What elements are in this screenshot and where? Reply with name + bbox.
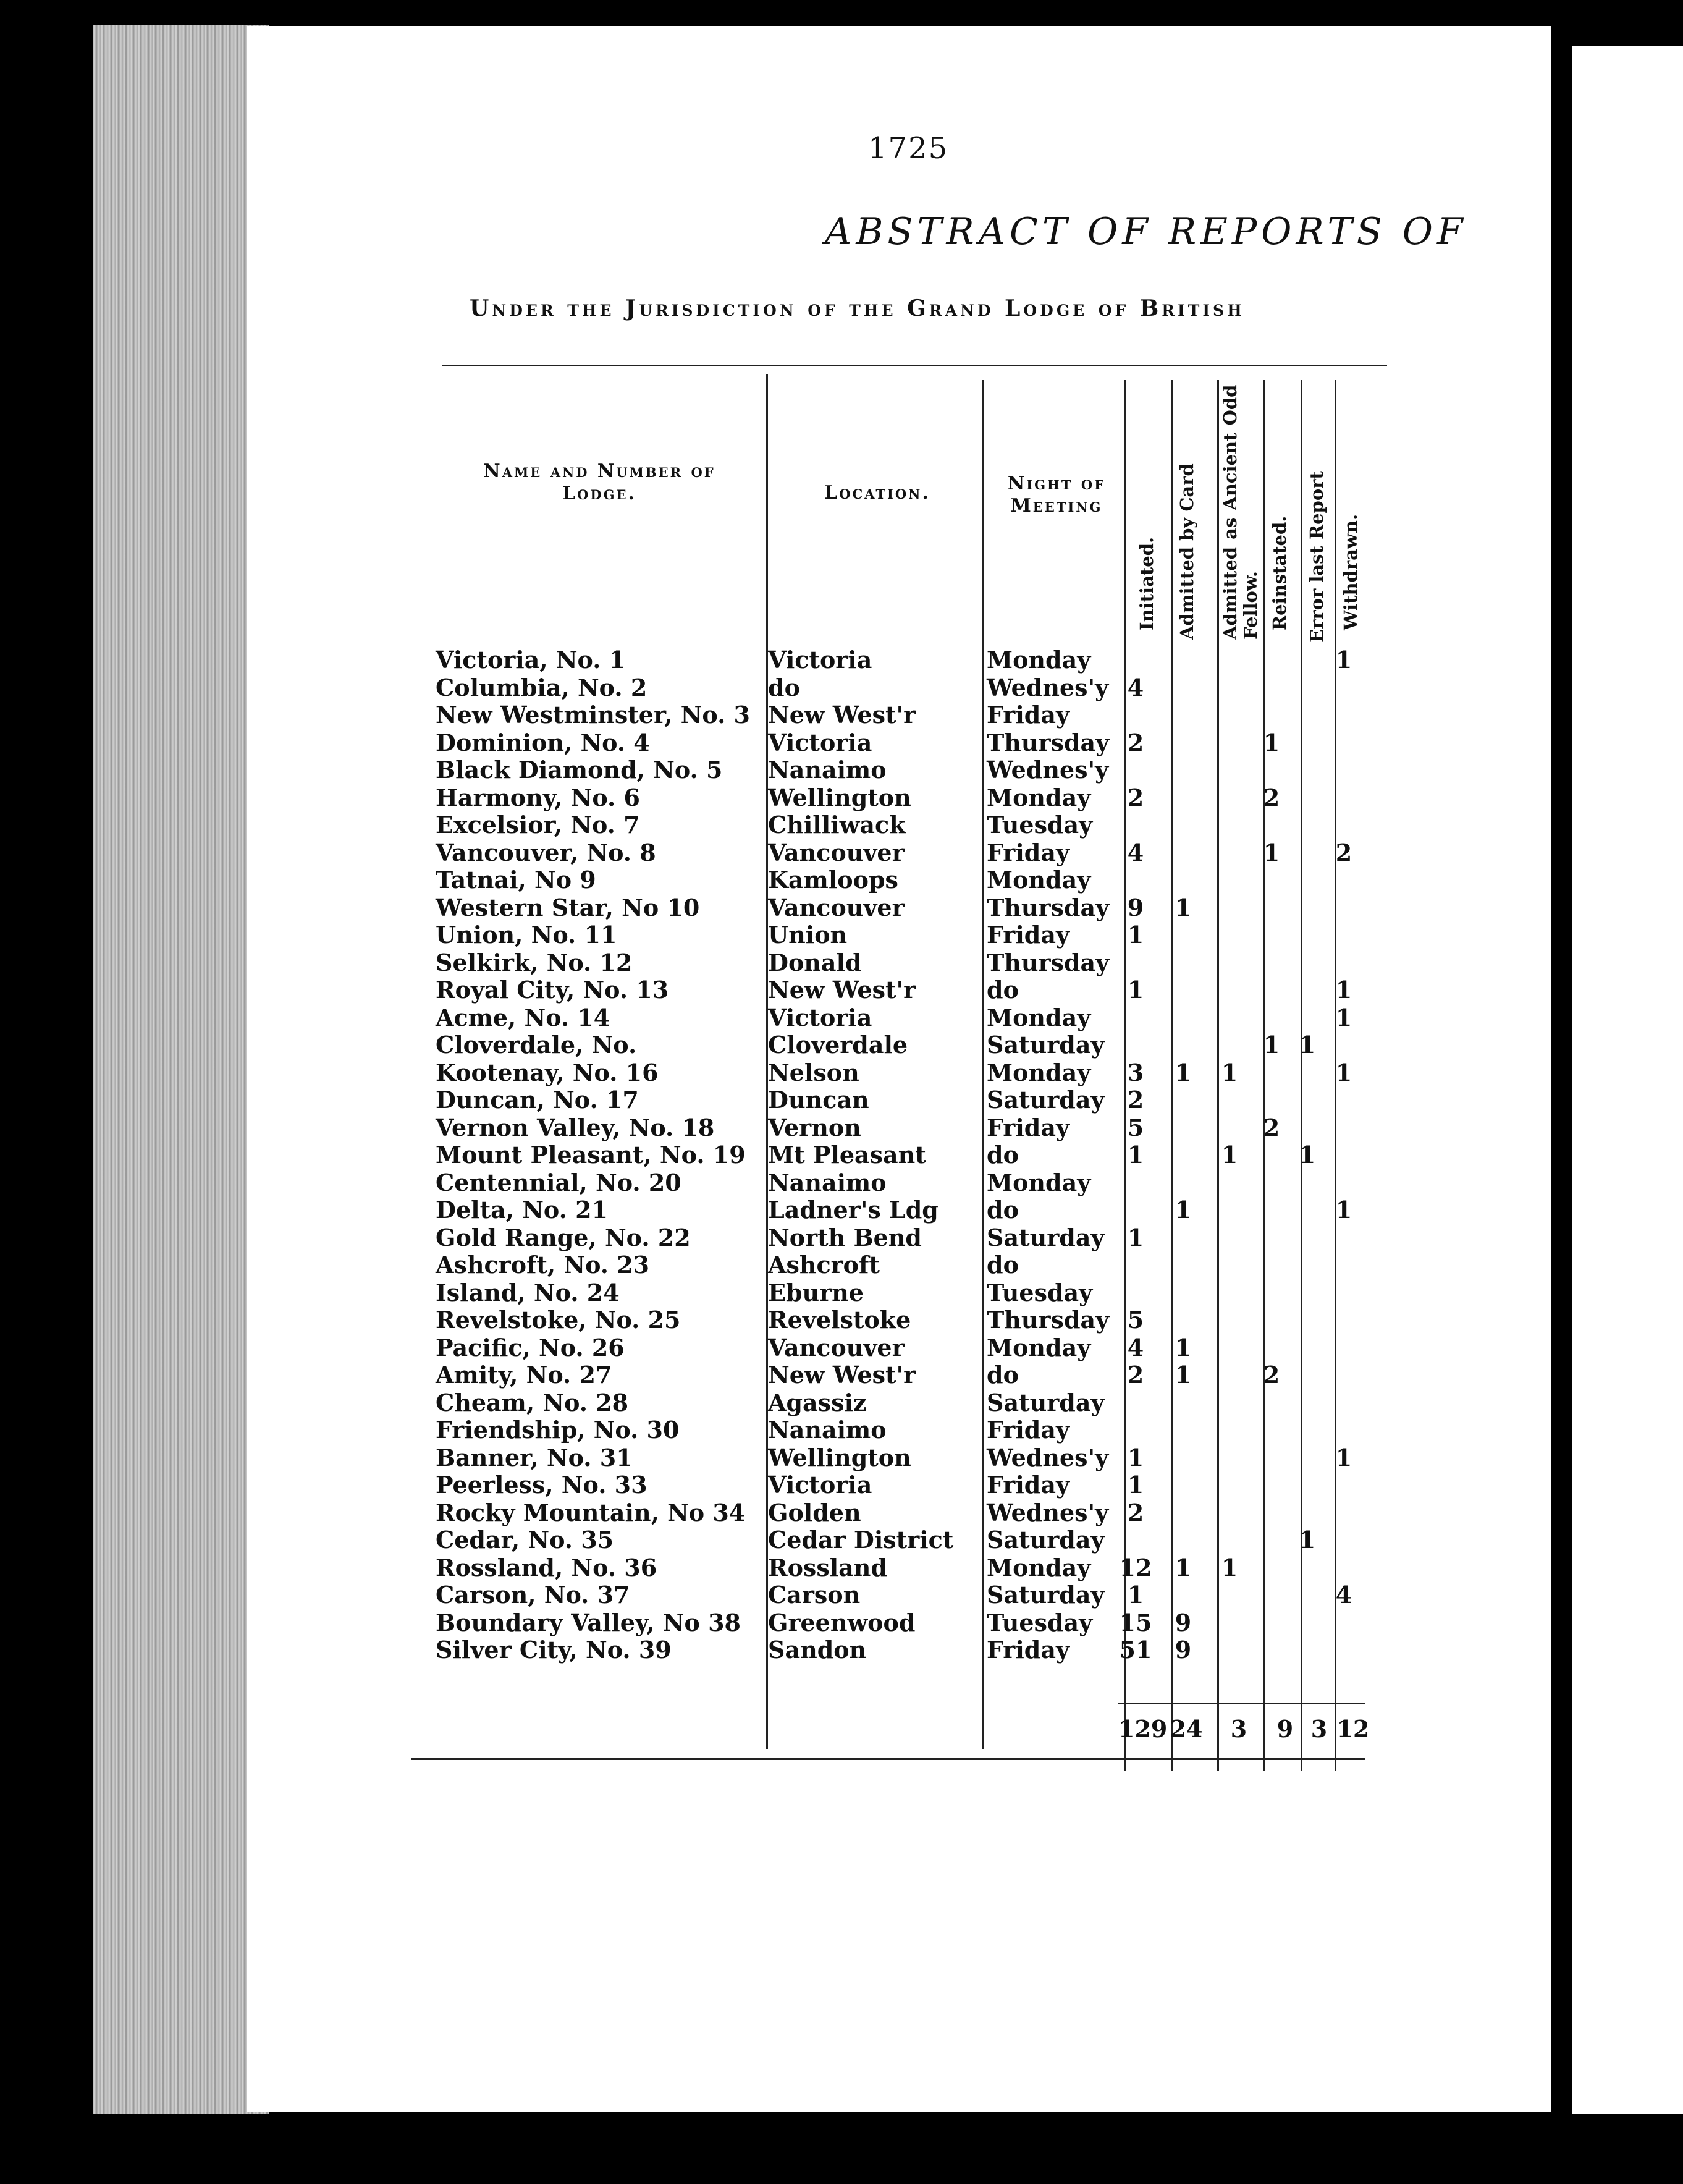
withdrawn-cell: 1	[1335, 976, 1352, 1004]
location-cell: New West'r	[768, 1361, 916, 1389]
header-night-of-meeting: Night of Meeting	[1007, 473, 1106, 517]
location-cell: Victoria	[768, 1471, 872, 1499]
table-row	[0, 1499, 1359, 1526]
lodge-name-cell: Harmony, No. 6	[436, 783, 640, 811]
location-cell: Nanaimo	[768, 756, 887, 784]
error-cell: 1	[1299, 1526, 1316, 1554]
lodge-name-cell: Delta, No. 21	[436, 1196, 608, 1224]
header-withdrawn: Withdrawn.	[1340, 514, 1361, 630]
location-cell: Vancouver	[768, 1333, 905, 1361]
lodge-name-cell: Western Star, No 10	[436, 893, 700, 921]
lodge-name-cell: Dominion, No. 4	[436, 728, 650, 756]
admitted-ancient-cell: 1	[1221, 1141, 1238, 1169]
table-top-rule	[442, 365, 1387, 366]
location-cell: Eburne	[768, 1278, 864, 1306]
night-cell: Thursday	[987, 728, 1110, 756]
initiated-cell: 5	[1127, 1306, 1144, 1334]
table-row	[0, 949, 1359, 976]
table-row	[0, 1554, 1359, 1581]
lodge-name-cell: Rossland, No. 36	[436, 1553, 657, 1581]
table-row	[0, 1224, 1359, 1251]
total-withdrawn: 12	[1336, 1715, 1370, 1743]
admitted-card-cell: 1	[1175, 1361, 1192, 1389]
night-cell: Saturday	[987, 1086, 1105, 1114]
initiated-cell: 1	[1127, 1223, 1144, 1251]
table-row	[0, 1031, 1359, 1059]
night-cell: Monday	[987, 1058, 1091, 1086]
location-cell: Agassiz	[768, 1388, 867, 1416]
night-cell: Friday	[987, 1636, 1070, 1664]
header-admitted-ancient-odd-fellow: Admitted as Ancient Odd Fellow.	[1220, 384, 1261, 640]
initiated-cell: 4	[1127, 838, 1144, 866]
admitted-ancient-cell: 1	[1221, 1058, 1238, 1086]
night-cell: do	[987, 1361, 1019, 1389]
admitted-card-cell: 1	[1175, 1333, 1192, 1361]
location-cell: Carson	[768, 1581, 861, 1609]
table-row	[0, 1141, 1359, 1169]
night-cell: Thursday	[987, 948, 1110, 976]
night-cell: Monday	[987, 646, 1091, 674]
location-cell: Cedar District	[768, 1526, 954, 1554]
table-row	[0, 1471, 1359, 1499]
initiated-cell: 2	[1127, 1086, 1144, 1114]
night-cell: Saturday	[987, 1223, 1105, 1251]
lodge-name-cell: Royal City, No. 13	[436, 976, 669, 1004]
table-row	[0, 701, 1359, 729]
location-cell: Nelson	[768, 1058, 859, 1086]
night-cell: Wednes'y	[987, 1498, 1109, 1526]
table-row	[0, 1526, 1359, 1554]
lodge-name-cell: Union, No. 11	[436, 921, 617, 949]
withdrawn-cell: 1	[1335, 1058, 1352, 1086]
withdrawn-cell: 1	[1335, 646, 1352, 674]
table-row	[0, 1114, 1359, 1141]
lodge-name-cell: Vernon Valley, No. 18	[436, 1113, 715, 1141]
header-error-last-report: Error last Report	[1306, 471, 1327, 643]
lodge-name-cell: Island, No. 24	[436, 1278, 620, 1306]
table-row	[0, 839, 1359, 866]
night-cell: Tuesday	[987, 1608, 1093, 1636]
lodge-name-cell: Acme, No. 14	[436, 1003, 610, 1031]
lodge-name-cell: Victoria, No. 1	[436, 646, 626, 674]
night-cell: Friday	[987, 1471, 1070, 1499]
table-row	[0, 729, 1359, 756]
totals-row	[0, 1715, 1370, 1746]
table-row	[0, 1251, 1359, 1279]
lodge-name-cell: Silver City, No. 39	[436, 1636, 672, 1664]
admitted-ancient-cell: 1	[1221, 1553, 1238, 1581]
night-cell: do	[987, 976, 1019, 1004]
lodge-name-cell: Columbia, No. 2	[436, 673, 647, 701]
lodge-name-cell: Amity, No. 27	[436, 1361, 612, 1389]
night-cell: Wednes'y	[987, 1443, 1109, 1471]
table-row	[0, 1444, 1359, 1471]
table-row	[0, 976, 1359, 1004]
table-row	[0, 921, 1359, 949]
initiated-cell: 4	[1127, 1333, 1144, 1361]
lodge-name-cell: Black Diamond, No. 5	[436, 756, 723, 784]
header-initiated: Initiated.	[1136, 536, 1157, 630]
lodge-name-cell: Gold Range, No. 22	[436, 1223, 691, 1251]
withdrawn-cell: 2	[1335, 838, 1352, 866]
night-cell: Friday	[987, 1113, 1070, 1141]
reinstated-cell: 2	[1263, 1361, 1280, 1389]
initiated-cell: 1	[1127, 1443, 1144, 1471]
page-title: ABSTRACT OF REPORTS OF	[825, 210, 1467, 253]
location-cell: Vancouver	[768, 838, 905, 866]
initiated-cell: 1	[1127, 1141, 1144, 1169]
night-cell: do	[987, 1251, 1019, 1279]
reinstated-cell: 1	[1263, 1031, 1280, 1059]
table-row	[0, 1279, 1359, 1306]
total-reinstated: 9	[1276, 1715, 1294, 1743]
night-cell: Monday	[987, 1168, 1091, 1196]
lodge-name-cell: Kootenay, No. 16	[436, 1058, 659, 1086]
table-row	[0, 646, 1359, 674]
location-cell: Mt Pleasant	[768, 1141, 926, 1169]
table-row	[0, 1004, 1359, 1031]
night-cell: do	[987, 1196, 1019, 1224]
admitted-card-cell: 1	[1175, 1058, 1192, 1086]
initiated-cell: 2	[1127, 728, 1144, 756]
location-cell: Vancouver	[768, 893, 905, 921]
location-cell: Victoria	[768, 728, 872, 756]
night-cell: Wednes'y	[987, 756, 1109, 784]
location-cell: Kamloops	[768, 866, 898, 894]
night-cell: Tuesday	[987, 1278, 1093, 1306]
location-cell: do	[768, 673, 800, 701]
table-row	[0, 1196, 1359, 1224]
admitted-card-cell: 1	[1175, 1553, 1192, 1581]
total-admitted-ancient: 3	[1230, 1715, 1247, 1743]
table-row	[0, 1059, 1359, 1086]
night-cell: Monday	[987, 1333, 1091, 1361]
initiated-cell: 51	[1119, 1636, 1152, 1664]
table-row	[0, 756, 1359, 784]
totals-rule	[1118, 1703, 1365, 1704]
initiated-cell: 12	[1119, 1553, 1152, 1581]
reinstated-cell: 1	[1263, 728, 1280, 756]
night-cell: Thursday	[987, 893, 1110, 921]
night-cell: Thursday	[987, 1306, 1110, 1334]
withdrawn-cell: 1	[1335, 1443, 1352, 1471]
location-cell: New West'r	[768, 701, 916, 729]
header-admitted-by-card: Admitted by Card	[1176, 463, 1197, 640]
initiated-cell: 3	[1127, 1058, 1144, 1086]
lodge-name-cell: New Westminster, No. 3	[436, 701, 750, 729]
table-row	[0, 1636, 1359, 1664]
lodge-name-cell: Friendship, No. 30	[436, 1416, 680, 1444]
lodge-name-cell: Mount Pleasant, No. 19	[436, 1141, 746, 1169]
night-cell: Monday	[987, 1003, 1091, 1031]
location-cell: Victoria	[768, 1003, 872, 1031]
initiated-cell: 2	[1127, 783, 1144, 811]
initiated-cell: 2	[1127, 1498, 1144, 1526]
night-cell: Tuesday	[987, 811, 1093, 839]
location-cell: Union	[768, 921, 848, 949]
location-cell: Nanaimo	[768, 1416, 887, 1444]
location-cell: Ladner's Ldg	[768, 1196, 939, 1224]
location-cell: Wellington	[768, 783, 911, 811]
header-location: Location.	[824, 482, 930, 504]
table-row	[0, 1361, 1359, 1389]
night-cell: Friday	[987, 701, 1070, 729]
admitted-card-cell: 9	[1175, 1608, 1192, 1636]
page-number: 1725	[868, 131, 949, 166]
lodge-name-cell: Ashcroft, No. 23	[436, 1251, 650, 1279]
location-cell: Chilliwack	[768, 811, 906, 839]
night-cell: Monday	[987, 783, 1091, 811]
table-row	[0, 1416, 1359, 1444]
night-cell: Saturday	[987, 1031, 1105, 1059]
location-cell: Wellington	[768, 1443, 911, 1471]
total-admitted-card: 24	[1170, 1715, 1203, 1743]
location-cell: Cloverdale	[768, 1031, 908, 1059]
location-cell: Golden	[768, 1498, 861, 1526]
lodge-name-cell: Cheam, No. 28	[436, 1388, 629, 1416]
lodge-name-cell: Tatnai, No 9	[436, 866, 596, 894]
facing-page-edge	[1572, 46, 1683, 2114]
initiated-cell: 15	[1119, 1608, 1152, 1636]
night-cell: Saturday	[987, 1581, 1105, 1609]
lodge-name-cell: Banner, No. 31	[436, 1443, 633, 1471]
lodge-name-cell: Carson, No. 37	[436, 1581, 630, 1609]
withdrawn-cell: 4	[1335, 1581, 1352, 1609]
lodge-name-cell: Selkirk, No. 12	[436, 948, 633, 976]
table-row	[0, 1389, 1359, 1416]
table-row	[0, 784, 1359, 811]
night-cell: Friday	[987, 921, 1070, 949]
initiated-cell: 1	[1127, 1471, 1144, 1499]
admitted-card-cell: 1	[1175, 893, 1192, 921]
location-cell: Vernon	[768, 1113, 861, 1141]
lodge-name-cell: Duncan, No. 17	[436, 1086, 639, 1114]
table-row	[0, 1306, 1359, 1334]
error-cell: 1	[1299, 1141, 1316, 1169]
reinstated-cell: 2	[1263, 783, 1280, 811]
lodge-name-cell: Pacific, No. 26	[436, 1333, 625, 1361]
location-cell: Donald	[768, 948, 862, 976]
lodge-table-body	[0, 646, 1359, 1664]
location-cell: Ashcroft	[768, 1251, 880, 1279]
admitted-card-cell: 9	[1175, 1636, 1192, 1664]
table-row	[0, 1581, 1359, 1609]
location-cell: North Bend	[768, 1223, 922, 1251]
night-cell: Saturday	[987, 1526, 1105, 1554]
withdrawn-cell: 1	[1335, 1196, 1352, 1224]
table-row	[0, 1086, 1359, 1114]
total-error-last-report: 3	[1310, 1715, 1328, 1743]
night-cell: Wednes'y	[987, 673, 1109, 701]
night-cell: Friday	[987, 838, 1070, 866]
table-row	[0, 894, 1359, 921]
reinstated-cell: 2	[1263, 1113, 1280, 1141]
header-name-number: Name and Number of Lodge.	[483, 460, 715, 504]
lodge-name-cell: Centennial, No. 20	[436, 1168, 681, 1196]
table-row	[0, 1169, 1359, 1196]
admitted-card-cell: 1	[1175, 1196, 1192, 1224]
total-initiated: 129	[1118, 1715, 1168, 1743]
error-cell: 1	[1299, 1031, 1316, 1059]
reinstated-cell: 1	[1263, 838, 1280, 866]
lodge-name-cell: Rocky Mountain, No 34	[436, 1498, 746, 1526]
lodge-name-cell: Vancouver, No. 8	[436, 838, 656, 866]
lodge-name-cell: Cloverdale, No.	[436, 1031, 637, 1059]
initiated-cell: 1	[1127, 976, 1144, 1004]
table-row	[0, 674, 1359, 701]
location-cell: Victoria	[768, 646, 872, 674]
table-row	[0, 866, 1359, 894]
table-row	[0, 1334, 1359, 1361]
location-cell: Rossland	[768, 1553, 887, 1581]
night-cell: Friday	[987, 1416, 1070, 1444]
location-cell: Greenwood	[768, 1608, 916, 1636]
night-cell: Monday	[987, 1553, 1091, 1581]
table-row	[0, 1609, 1359, 1636]
location-cell: Sandon	[768, 1636, 867, 1664]
initiated-cell: 4	[1127, 673, 1144, 701]
table-bottom-rule	[411, 1758, 1365, 1760]
night-cell: Monday	[987, 866, 1091, 894]
location-cell: Revelstoke	[768, 1306, 911, 1334]
header-reinstated: Reinstated.	[1269, 515, 1290, 630]
lodge-name-cell: Excelsior, No. 7	[436, 811, 640, 839]
night-cell: do	[987, 1141, 1019, 1169]
initiated-cell: 9	[1127, 893, 1144, 921]
initiated-cell: 1	[1127, 1581, 1144, 1609]
lodge-name-cell: Peerless, No. 33	[436, 1471, 647, 1499]
night-cell: Saturday	[987, 1388, 1105, 1416]
withdrawn-cell: 1	[1335, 1003, 1352, 1031]
lodge-name-cell: Cedar, No. 35	[436, 1526, 614, 1554]
lodge-name-cell: Revelstoke, No. 25	[436, 1306, 681, 1334]
location-cell: Nanaimo	[768, 1168, 887, 1196]
location-cell: Duncan	[768, 1086, 869, 1114]
initiated-cell: 2	[1127, 1361, 1144, 1389]
lodge-name-cell: Boundary Valley, No 38	[436, 1608, 741, 1636]
location-cell: New West'r	[768, 976, 916, 1004]
initiated-cell: 5	[1127, 1113, 1144, 1141]
initiated-cell: 1	[1127, 921, 1144, 949]
table-row	[0, 811, 1359, 839]
page-subtitle: Under the Jurisdiction of the Grand Lodge of British	[470, 295, 1245, 321]
